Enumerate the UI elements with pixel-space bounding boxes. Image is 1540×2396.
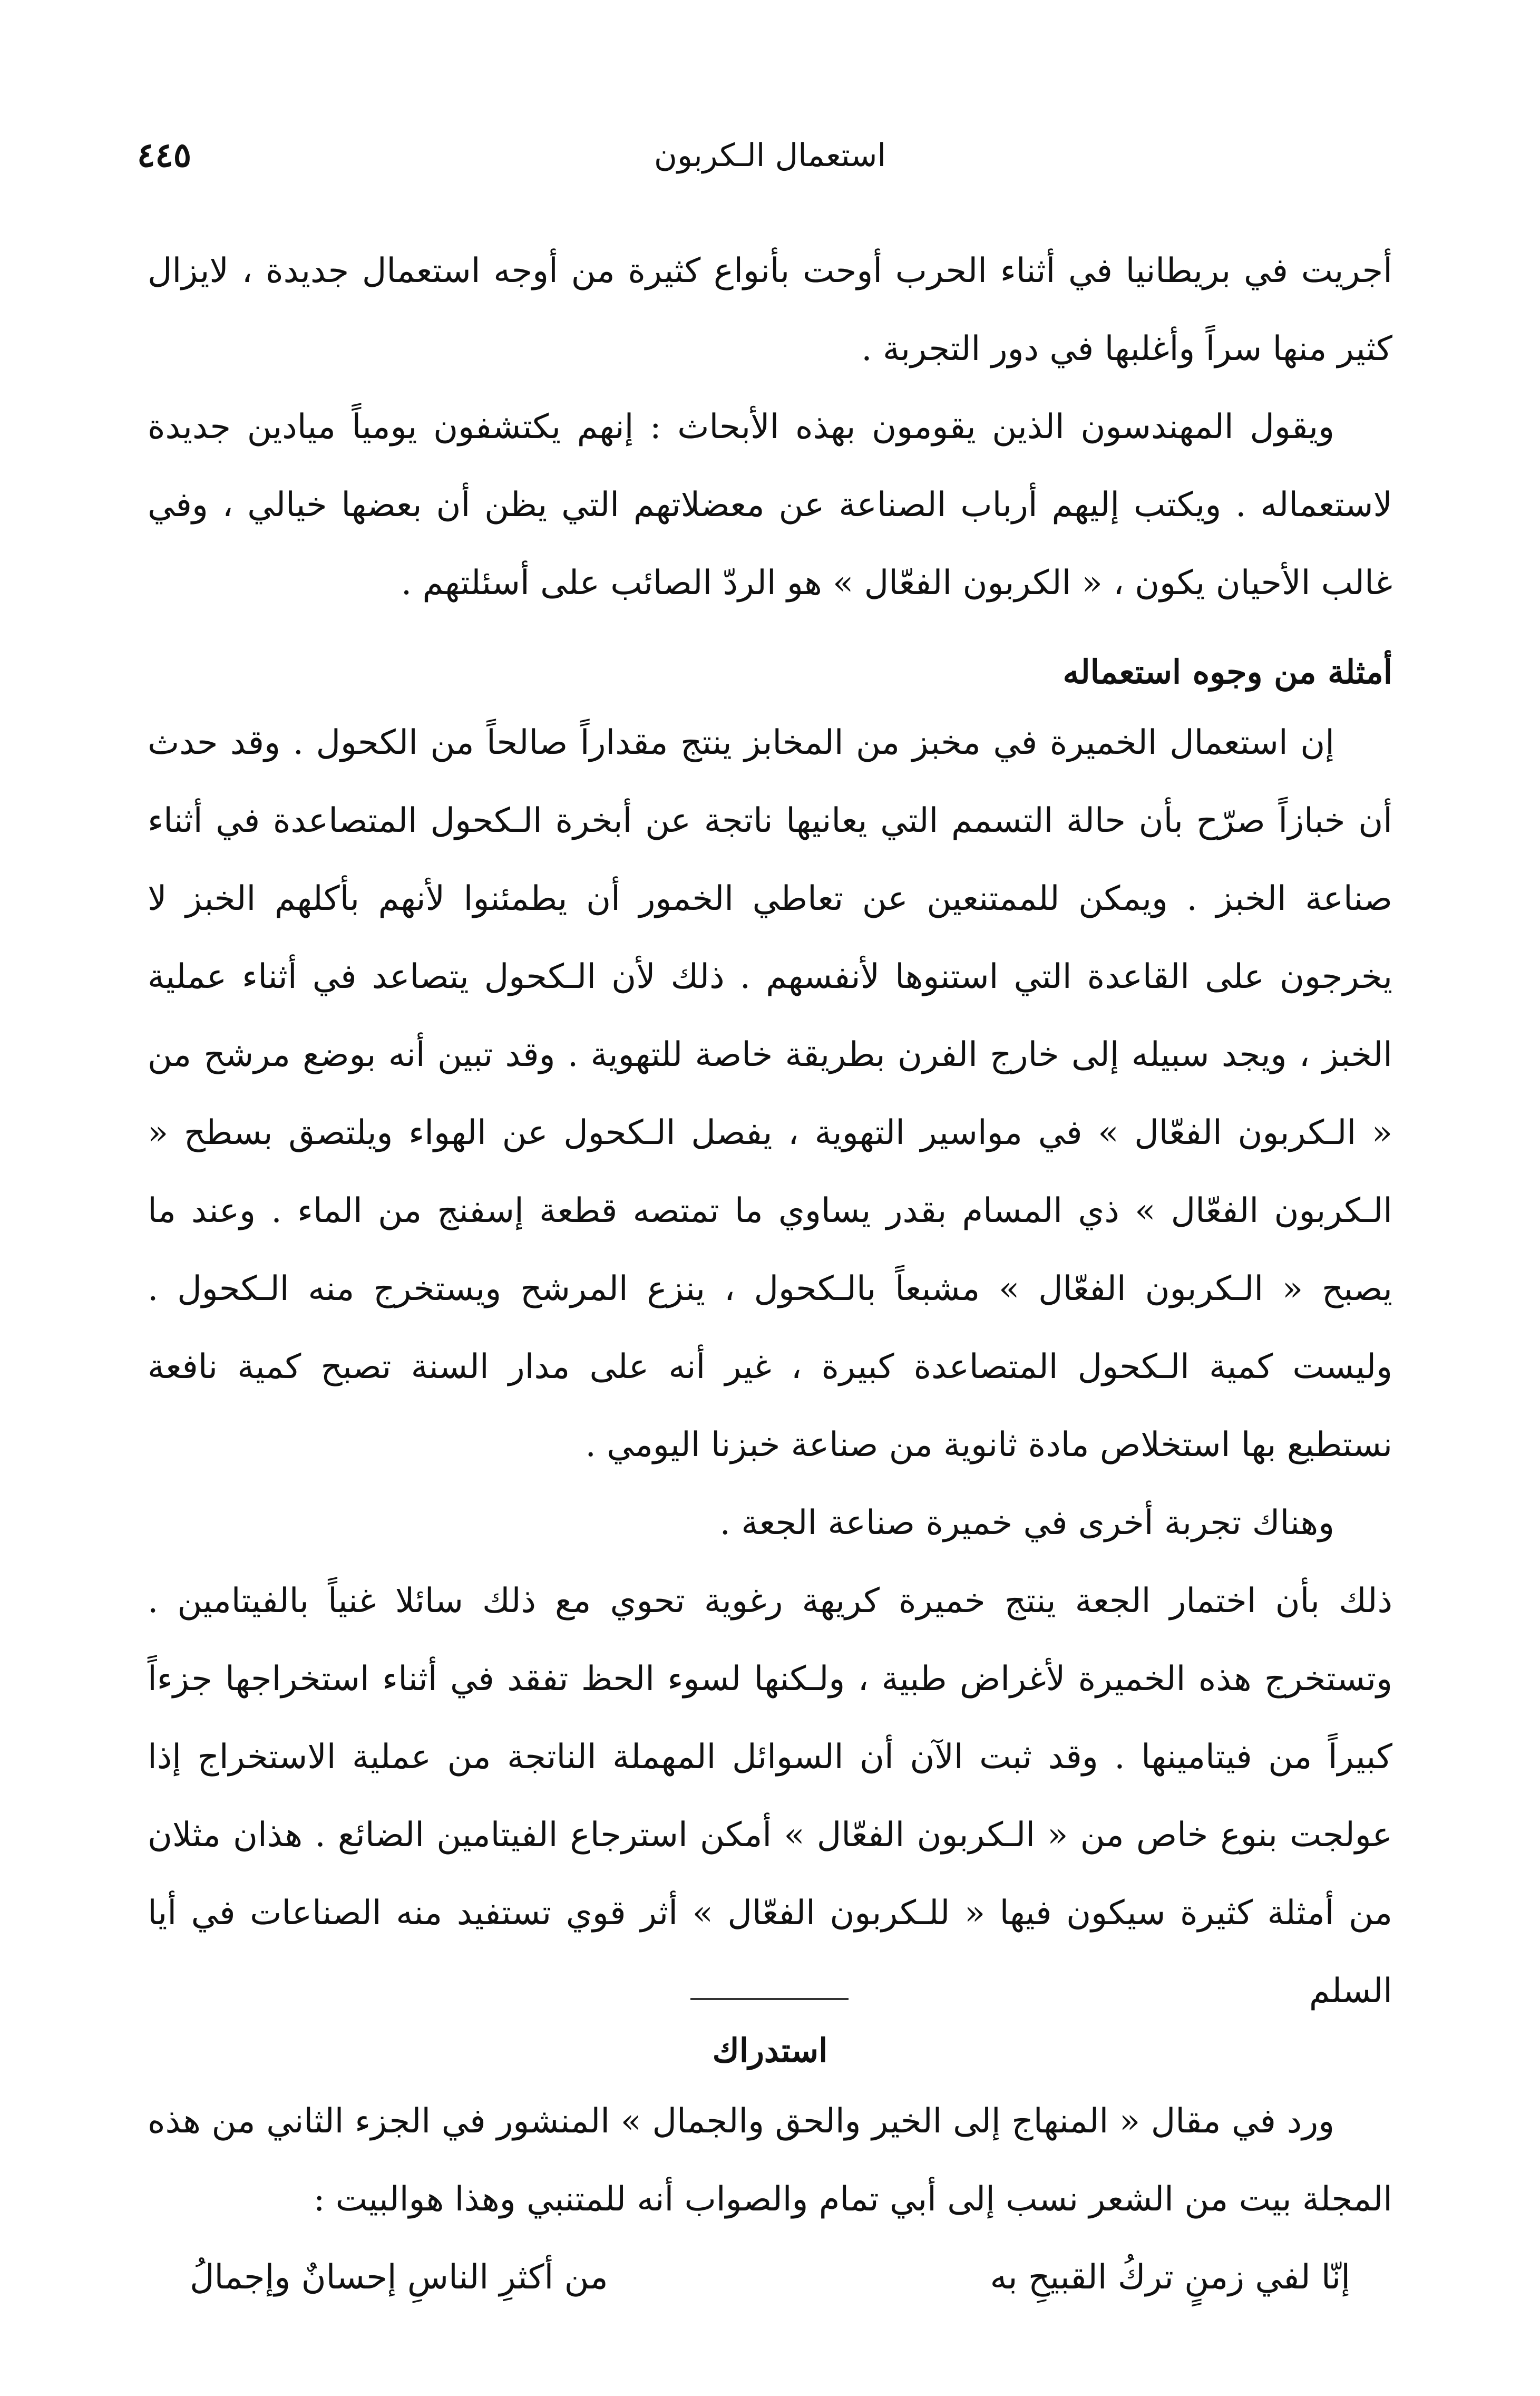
running-title: استعمال الـكربون bbox=[654, 137, 886, 174]
intro-paragraph-1: أجريت في بريطانيا في أثناء الحرب أوحت بأنواع كثيرة من أوجه استعمال جديدة ، لايزال كثير منها سراً وأغلبها في دور التجربة . bbox=[148, 251, 1393, 368]
section-paragraph-1: إن استعمال الخميرة في مخبز من المخابز ينتج مقداراً صالحاً من الكحول . وقد حدث أن خبازاً صرّح بأن حالة التسمم التي يعانيها ناتجة عن أبخرة الـكحول المتصاعدة في أثناء صناعة الخبز . ويمكن للممتنعين عن تعاطي الخمور أن يطمئنوا لأنهم بأكلهم الخبز لا يخرجون على القاعدة التي استنوها لأنفسهم . ذلك لأن الـكحول يتصاعد في أثناء عملية الخبز ، ويجد سبيله إلى خارج الفرن بطريقة خاصة للتهوية . وقد تبين أنه بوضع مرشح من « الـكربون الفعّال » في مواسير التهوية ، يفصل الـكحول عن الهواء ويلتصق بسطح « الـكربون الفعّال » ذي المسام بقدر يساوي ما تمتصه قطعة إسفنج من الماء . وعند ما يصبح « الـكربون الفعّال » مشبعاً بالـكحول ، ينزع المرشح ويستخرج منه الـكحول . وليست كمية الـكحول المتصاعدة كبيرة ، غير أنه على مدار السنة تصبح كمية نافعة نستطيع بها استخلاص مادة ثانوية من صناعة خبزنا اليومي . bbox=[148, 723, 1393, 1464]
section-divider bbox=[690, 1998, 849, 2000]
poetry-verse bbox=[148, 2238, 1392, 2316]
erratum-heading: استدراك bbox=[712, 2031, 828, 2070]
section-paragraph-3: ذلك بأن اختمار الجعة ينتج خميرة كريهة رغوية تحوي مع ذلك سائلا غنياً بالفيتامين . وتستخرج هذه الخميرة لأغراض طبية ، ولـكنها لسوء الحظ تفقد في أثناء استخراجها جزءاً كبيراً من فيتامينها . وقد ثبت الآن أن السوائل المهملة الناتجة من عملية الاستخراج إذا عولجت بنوع خاص من « الـكربون الفعّال » أمكن استرجاع الفيتامين الضائع . هذان مثلان من أمثلة كثيرة سيكون فيها « للـكربون الفعّال » أثر قوي تستفيد منه الصناعات في أيا السلم bbox=[148, 1582, 1392, 2011]
section-paragraph-2: وهناك تجربة أخرى في خميرة صناعة الجعة . bbox=[719, 1503, 1334, 1543]
intro-paragraph-2: ويقول المهندسون الذين يقومون بهذه الأبحاث : إنهم يكتشفون يومياً ميادين جديدة لاستعماله . ويكتب إليهم أرباب الصناعة عن معضلاتهم التي يظن أن بعضها خيالي ، وفي غالب الأحيان يكون ، « الكربون الفعّال » هو الردّ الصائب على أسئلتهم . bbox=[148, 408, 1392, 603]
erratum-paragraph: ورد في مقال « المنهاج إلى الخير والحق والجمال » المنشور في الجزء الثاني من هذه المجلة بيت من الشعر نسب إلى أبي تمام والصواب أنه للمتنبي وهذا هوالبيت : bbox=[148, 2102, 1392, 2219]
examples-section bbox=[148, 641, 1392, 2030]
erratum-section bbox=[148, 2019, 1392, 2316]
running-header bbox=[105, 127, 1435, 185]
verse-second-hemistich: من أكثرِ الناسِ إحسانٌ وإجمالُ bbox=[190, 2258, 608, 2297]
section-heading: أمثلة من وجوه استعماله bbox=[1063, 653, 1392, 691]
intro-section bbox=[148, 232, 1392, 622]
verse-first-hemistich: إنّا لفي زمنٍ تركُ القبيحِ به bbox=[990, 2258, 1350, 2297]
page-number: ٤٤٥ bbox=[137, 135, 192, 175]
